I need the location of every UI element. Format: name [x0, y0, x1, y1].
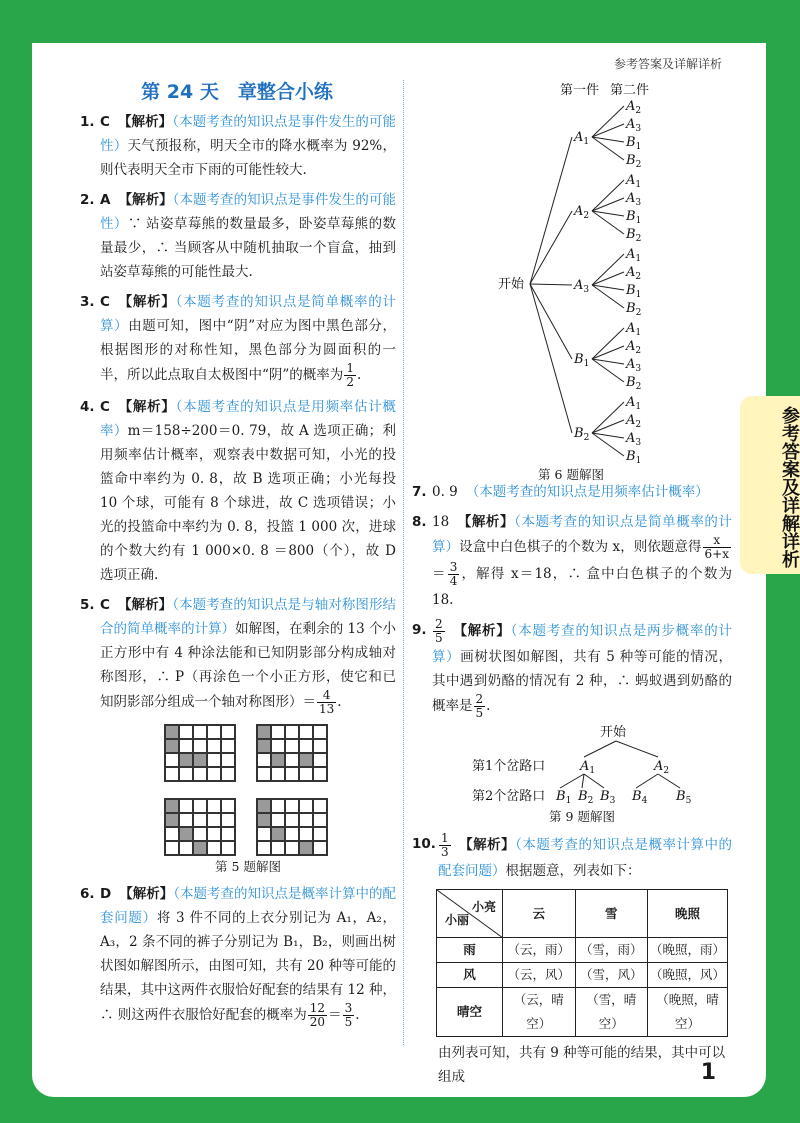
table-header-row	[437, 890, 728, 938]
tree-branch	[530, 284, 572, 359]
left-column	[78, 78, 396, 1035]
tree-branch	[592, 254, 624, 285]
tree-leaf: $A_3$	[626, 117, 642, 134]
table-corner-cell	[437, 890, 503, 938]
analysis-tag: 【解析】	[117, 114, 173, 130]
tree-header-first: 第一件	[560, 83, 600, 98]
tree9-node-level1: $A_1$	[580, 759, 596, 776]
tree9-branch	[636, 774, 658, 788]
tree9-node-level1: $A_2$	[654, 759, 670, 776]
question-number: 6.	[80, 886, 95, 902]
question-7	[410, 480, 732, 504]
table-row	[437, 938, 728, 963]
explanation-cont: ，解得 x＝18，∴ 盒中白色棋子的个数为 18.	[432, 566, 733, 608]
tree-branch	[592, 285, 624, 308]
table-row-header: 晴空	[437, 988, 503, 1037]
question-number: 5.	[80, 597, 95, 613]
tree-branch	[592, 346, 624, 359]
page-number: 1	[700, 1060, 716, 1085]
answer: C	[100, 294, 110, 310]
tree9-branch	[616, 741, 658, 757]
question-number: 9.	[412, 622, 427, 638]
page-title: 第 24 天 章整合小练	[141, 81, 333, 103]
tree9-node-level2: $B_3$	[600, 789, 616, 806]
denominator: 2	[346, 375, 354, 389]
tree-branch	[592, 285, 624, 290]
answer-fraction	[433, 618, 445, 645]
knowledge-point: （本题考查的知识点是概率计算中的配套问题）	[438, 837, 733, 879]
tree-branch	[592, 137, 624, 142]
q6-tree-diagram	[410, 78, 732, 480]
question-number: 4.	[80, 399, 95, 415]
grid-figure-2	[256, 724, 328, 782]
question-number: 2.	[80, 192, 95, 208]
figure-caption: 第 5 题解图	[215, 859, 281, 874]
question-4	[78, 395, 396, 587]
period: .	[355, 1007, 360, 1023]
tree-branch	[592, 433, 624, 438]
numerator: 12	[309, 1001, 326, 1015]
tree-leaf: $A_2$	[626, 413, 642, 430]
figure-caption: 第 9 题解图	[549, 809, 615, 824]
tree-branch	[530, 284, 572, 433]
numerator: 2	[475, 692, 484, 706]
table-row	[437, 988, 728, 1037]
table-cell: （云，晴空）	[503, 988, 576, 1037]
grid-figure-4	[256, 798, 328, 856]
tree-leaf: $B_1$	[626, 135, 642, 152]
numerator: 1	[346, 361, 354, 375]
question-10	[410, 832, 732, 883]
table-cell: （晚照，风）	[648, 963, 728, 988]
analysis-tag: 【解析】	[119, 886, 174, 902]
period: .	[337, 694, 342, 710]
fraction	[343, 1002, 355, 1029]
tree-leaf: $A_3$	[626, 191, 642, 208]
analysis-tag: 【解析】	[117, 294, 176, 310]
analysis-tag: 【解析】	[457, 514, 515, 530]
figure-caption: 第 6 题解图	[538, 467, 604, 482]
q10-continuation: 由列表可知，共有 9 种等可能的结果，其中可以组成	[438, 1045, 726, 1085]
probability-table	[436, 889, 728, 1037]
tree-node-level1: $A_3$	[574, 278, 590, 295]
fraction	[344, 362, 356, 389]
tree9-node-level2: $B_5$	[676, 789, 692, 806]
table-cell: （雪，雨）	[575, 938, 648, 963]
tree-branch	[592, 137, 624, 160]
tree-leaf: $A_2$	[626, 339, 642, 356]
period: .	[356, 367, 362, 383]
tree-diagram-9	[432, 724, 732, 808]
tree-branch	[592, 359, 624, 364]
numerator: 2	[435, 617, 443, 631]
tree9-branch	[658, 774, 680, 788]
answer-fraction	[439, 832, 451, 859]
numerator: x	[703, 534, 731, 548]
tree-leaf: $A_3$	[626, 431, 642, 448]
tree-branch	[530, 211, 572, 284]
tree-node-level1: $A_1$	[574, 130, 590, 147]
tree9-root-label: 开始	[600, 725, 627, 740]
tree-branch	[530, 137, 572, 284]
table-cell: （晚照，晴空）	[648, 988, 728, 1037]
tree-leaf: $A_1$	[626, 247, 642, 264]
tree-branch	[592, 272, 624, 285]
tree-header-second: 第二件	[610, 83, 650, 98]
analysis-tag: 【解析】	[118, 192, 173, 208]
tree9-node-level2: $B_1$	[556, 789, 572, 806]
table-cell: （晚照，雨）	[648, 938, 728, 963]
answer: D	[100, 886, 112, 902]
knowledge-point: （本题考查的知识点是事件发生的可能性）	[100, 192, 397, 232]
tree-leaf: $A_1$	[626, 321, 642, 338]
tree-branch	[592, 211, 624, 216]
denominator: 5	[435, 631, 443, 645]
numerator: 4	[317, 689, 336, 703]
corner-top-label: 小亮	[471, 900, 496, 914]
numerator: 3	[344, 1001, 353, 1015]
question-number: 7.	[412, 484, 427, 500]
explanation: 由题可知，图中“阴”对应为图中黑色部分，根据图形的对称性知，黑色部分为圆面积的一半，所以此点取自太极图中“阴”的概率为	[100, 318, 397, 383]
equals: ＝	[432, 566, 447, 582]
analysis-tag: 【解析】	[117, 597, 173, 613]
denominator: 5	[344, 1015, 353, 1029]
explanation: ∵ 站姿草莓熊的数量最多，卧姿草莓熊的数量最少，∴ 当顾客从中随机抽取一个盲盒，抽到站姿草莓熊的可能性最大.	[100, 216, 397, 280]
tree-node-level1: $A_2$	[574, 204, 590, 221]
explanation: m＝158÷200＝0. 79，故 A 选项正确；利用频率估计概率，观察表中数据可知，小光的投篮命中率约为 0. 8，故 B 选项正确；小光每投 10 个球，可能有 8 个球进，故 C 选项错误；小光的投篮命中率约为 0. 8，投篮 1 000 次，进球的个数大约有 1 000×0. 8 ＝800（个），故 D 选项正确.	[100, 423, 396, 583]
tree9-branch	[560, 774, 584, 788]
tree-leaf: $B_1$	[626, 449, 642, 466]
tree-leaf: $A_1$	[626, 173, 642, 190]
table-col-header: 云	[503, 890, 576, 938]
side-tab[interactable]	[740, 396, 800, 574]
tree-branch	[592, 328, 624, 359]
tree-branch	[592, 402, 624, 433]
right-column	[410, 78, 732, 1089]
tree9-branch	[584, 741, 616, 757]
denominator: 20	[309, 1015, 326, 1029]
tree9-branch	[582, 774, 584, 788]
tree-leaf: $B_2$	[626, 153, 642, 170]
tree9-node-level2: $B_2$	[578, 789, 594, 806]
tree9-node-level2: $B_4$	[632, 789, 648, 806]
table-cell: （雪，风）	[575, 963, 648, 988]
tree-leaf: $B_2$	[626, 227, 642, 244]
explanation: 天气预报称，明天全市的降水概率为 92%，则代表明天全市下雨的可能性较大.	[100, 138, 397, 178]
tree-branch	[592, 211, 624, 234]
running-header: 参考答案及详解详析	[613, 57, 722, 71]
denominator: 4	[449, 574, 458, 588]
table-col-header: 雪	[575, 890, 648, 938]
knowledge-point: （本题考查的知识点是与轴对称图形结合的简单概率的计算）	[100, 597, 397, 637]
fraction	[448, 561, 460, 588]
question-number: 10.	[412, 836, 436, 852]
question-9	[410, 618, 732, 826]
denominator: 13	[319, 702, 335, 716]
knowledge-point: （本题考查的知识点是用频率估计概率）	[100, 399, 397, 439]
tree-leaf: $B_2$	[626, 375, 642, 392]
question-1	[78, 110, 396, 182]
knowledge-point: （本题考查的知识点是事件发生的可能性）	[100, 114, 397, 154]
fraction	[703, 534, 731, 561]
tree-leaf: $B_1$	[626, 209, 642, 226]
tree-leaf: $B_1$	[626, 283, 642, 300]
column-divider	[403, 80, 404, 1045]
fraction	[474, 693, 486, 720]
answer: C	[100, 597, 110, 613]
answer: A	[100, 192, 111, 208]
table-row	[437, 963, 728, 988]
question-number: 1.	[80, 114, 95, 130]
tree-leaf: $A_2$	[626, 99, 642, 116]
explanation: 根据题意，列表如下：	[505, 863, 641, 879]
table-cell: （云，雨）	[503, 938, 576, 963]
tree-branch	[592, 420, 624, 433]
knowledge-point: （本题考查的知识点是简单概率的计算）	[432, 514, 732, 555]
answer: C	[100, 114, 110, 130]
answer: C	[100, 399, 110, 415]
explanation: 画树状图如解图，共有 5 种等可能的情况，其中遇到奶酪的情况有 2 种，∴ 蚂蚁遇到奶酪的概率是	[432, 649, 733, 714]
question-2	[78, 188, 396, 284]
tree-leaf: $A_3$	[626, 357, 642, 374]
explanation: 如解图，在剩余的 13 个小正方形中有 4 种涂法能和已知阴影部分构成轴对称图形，∴ P（再涂色一个小正方形，使它和已知阴影部分组成一个轴对称图形）＝	[100, 621, 397, 710]
question-6	[78, 882, 396, 1029]
tree-leaf: $A_1$	[626, 395, 642, 412]
explanation: 设盒中白色棋子的个数为 x，则依题意得	[459, 539, 702, 555]
answer: 18	[432, 514, 450, 530]
tree-root-label: 开始	[498, 277, 525, 292]
tree-branch	[530, 284, 572, 285]
tree-branch	[592, 433, 624, 456]
tree9-row1-label: 第1个岔路口	[472, 759, 546, 774]
analysis-tag: 【解析】	[458, 837, 516, 853]
side-tab-label: 参考答案及详解详析	[779, 406, 800, 568]
tree-branch	[592, 198, 624, 211]
tree9-branch	[584, 774, 604, 788]
tree-branch	[592, 106, 624, 137]
question-number: 8.	[412, 514, 427, 530]
q5-solution-figures	[100, 724, 396, 856]
question-8	[410, 510, 732, 612]
denominator: 3	[441, 845, 449, 859]
analysis-tag: 【解析】	[452, 623, 511, 639]
tree-branch	[592, 180, 624, 211]
knowledge-point: （本题考查的知识点是简单概率的计算）	[100, 294, 397, 334]
denominator: 5	[475, 706, 484, 720]
tree-node-level1: $B_1$	[574, 352, 590, 369]
question-number: 3.	[80, 294, 95, 310]
fraction	[317, 689, 336, 716]
table-row-header: 风	[437, 963, 503, 988]
tree-diagram-6	[410, 78, 732, 466]
table-cell: （云，风）	[503, 963, 576, 988]
corner-bottom-label: 小丽	[445, 913, 470, 927]
tree9-row2-label: 第2个岔路口	[472, 789, 546, 804]
numerator: 3	[449, 560, 458, 574]
fraction	[308, 1002, 327, 1029]
knowledge-point: （本题考查的知识点是概率计算中的配套问题）	[100, 886, 397, 926]
tree-node-level1: $B_2$	[574, 426, 590, 443]
grid-figure-3	[164, 798, 236, 856]
table-row-header: 雨	[437, 938, 503, 963]
numerator: 1	[441, 831, 449, 845]
question-5	[78, 593, 396, 876]
grid-figure-1	[164, 724, 236, 782]
table-col-header: 晚照	[648, 890, 728, 938]
explanation: 将 3 件不同的上衣分别记为 A₁，A₂，A₃，2 条不同的裤子分别记为 B₁，B₂，则画出树状图如解图所示，由图可知，共有 20 种等可能的结果，其中这两件衣服恰好配套的结果有 12 种，∴ 则这两件衣服恰好配套的概率为	[100, 910, 396, 1023]
answer: 0. 9	[432, 484, 458, 500]
equals: ＝	[328, 1007, 342, 1023]
analysis-tag: 【解析】	[117, 399, 176, 415]
tree-leaf: $A_2$	[626, 265, 642, 282]
question-3	[78, 290, 396, 389]
tree-branch	[592, 124, 624, 137]
tree-leaf: $B_2$	[626, 301, 642, 318]
knowledge-point: （本题考查的知识点是两步概率的计算）	[432, 623, 733, 665]
knowledge-point: （本题考查的知识点是用频率估计概率）	[465, 484, 709, 500]
table-cell: （雪，晴空）	[575, 988, 648, 1037]
period: .	[486, 698, 491, 714]
tree-branch	[592, 359, 624, 382]
denominator: 6+x	[704, 547, 730, 561]
